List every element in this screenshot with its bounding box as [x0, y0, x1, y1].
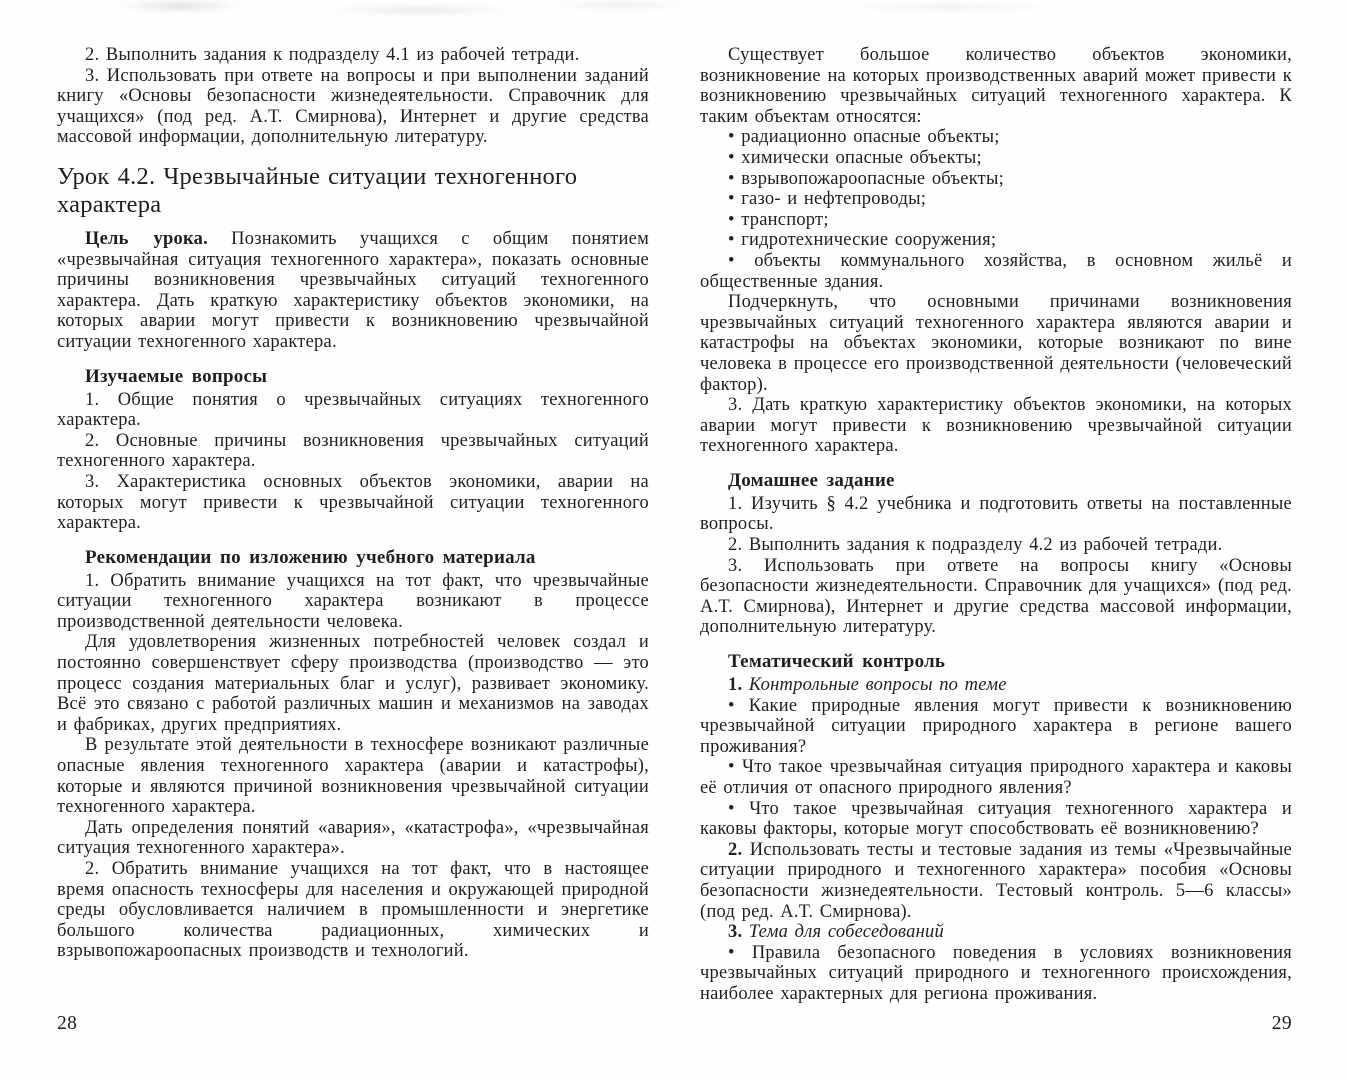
item-number: 1. [728, 675, 743, 696]
bullet-icon: • [728, 942, 735, 963]
bullet-item [700, 127, 1292, 148]
bullet-icon: • [728, 250, 735, 271]
item-number: 3. [728, 922, 743, 943]
bullet-icon: • [728, 695, 735, 716]
bullet-item [700, 189, 1292, 210]
bullet-icon: • [728, 147, 735, 168]
goal-text: Познакомить учащихся с общим понятием «чрезвычайная ситуация техногенного характера», показать основные причины возникновения чрезвычайных ситуаций техногенного характера. Дать краткую характеристику объектов экономики, на которых аварии могут привести к возникновению чрезвычайной ситуации техногенного характера. [57, 228, 650, 352]
bullet-item [700, 251, 1292, 292]
bullet-icon: • [728, 127, 735, 148]
bullet-text: взрывопожароопасные объекты; [741, 168, 1004, 189]
paragraph: В результате этой деятельности в техносфере возникают различные опасные явления техногенного характера (аварии и катастрофы), которые и являются причиной возникновения чрезвычайной ситуации техногенного характера. [57, 735, 649, 818]
paragraph: Дать определения понятий «авария», «катастрофа», «чрезвычайная ситуация техногенного характера». [57, 817, 649, 859]
subheading-text: Тема для собеседований [748, 922, 944, 943]
paragraph: Для удовлетворения жизненных потребностей человек создал и постоянно совершенствует сферу производства (производство — это процесс создания материальных благ и услуг), развивает экономику. Всё это связано с работой различных машин и механизмов на заводах и фабриках, других предприятиях. [57, 632, 649, 735]
paragraph [700, 840, 1292, 922]
bullet-text: транспорт; [741, 209, 829, 230]
goal-paragraph [57, 229, 649, 353]
bullet-text: газо- и нефтепроводы; [741, 189, 927, 210]
goal-label: Цель урока. [85, 228, 208, 249]
page-number-right: 29 [1271, 1013, 1292, 1034]
bullet-item [700, 210, 1292, 231]
bullet-icon: • [728, 168, 735, 189]
bullet-item [700, 943, 1292, 1005]
control-questions-subheading [700, 675, 1292, 696]
paragraph: 3. Использовать при ответе на вопросы книгу «Основы безопасности жизнедеятельности. Справочник для учащихся» (под ред. А.Т. Смирнова), Интернет и другие средства массовой информации, дополнительную литературу. [700, 555, 1292, 638]
item-number: 2. [728, 839, 743, 860]
lesson-title: Урок 4.2. Чрезвычайные ситуации техногенного характера [57, 162, 578, 219]
paragraph: 2. Обратить внимание учащихся на тот факт, что в настоящее время опасность техносферы для населения и окружающей природной среды обусловливается наличием в промышленности и энергетике большого количества радиационных, химических и взрывопожароопасных производств и технологий. [57, 859, 649, 962]
paragraph: 1. Изучить § 4.2 учебника и подготовить ответы на поставленные вопросы. [700, 493, 1292, 535]
left-page [57, 0, 649, 962]
paragraph: 3. Характеристика основных объектов экономики, аварии на которых могут привести к чрезвычайной ситуации техногенного характера. [57, 471, 649, 534]
bullet-icon: • [728, 230, 735, 251]
paragraph: 2. Выполнить задания к подразделу 4.1 из рабочей тетради. [85, 45, 580, 65]
bullet-text: Что такое чрезвычайная ситуация природного характера и каковы её отличия от опасного природного явления? [700, 757, 1293, 798]
recommendations-heading: Рекомендации по изложению учебного материала [85, 546, 536, 568]
bullet-icon: • [728, 189, 735, 210]
paragraph: 3. Использовать при ответе на вопросы и при выполнении заданий книгу «Основы безопасности жизнедеятельности. Справочник для учащихся» (под ред. А.Т. Смирнова), Интернет и другие средства массовой информации, дополнительную литературу. [57, 65, 649, 148]
paragraph: 2. Выполнить задания к подразделу 4.2 из рабочей тетради. [728, 535, 1223, 556]
bullet-text: химически опасные объекты; [741, 147, 982, 168]
bullet-text: Какие природные явления могут привести к возникновению чрезвычайной ситуации природного характера в регионе вашего проживания? [700, 695, 1292, 757]
studied-questions-heading: Изучаемые вопросы [85, 365, 268, 387]
paragraph: 2. Основные причины возникновения чрезвычайных ситуаций техногенного характера. [57, 430, 649, 472]
paragraph: Подчеркнуть, что основными причинами возникновения чрезвычайных ситуаций техногенного характера являются аварии и катастрофы на объектах экономики, которые возникают по вине человека в процессе его производственной деятельности (человеческий фактор). [700, 292, 1292, 395]
bullet-item [700, 148, 1292, 169]
bullet-item [700, 169, 1292, 190]
bullet-text: гидротехнические сооружения; [741, 230, 997, 251]
bullet-text: Правила безопасного поведения в условиях возникновения чрезвычайных ситуаций природного и техногенного происхождения, наиболее характерных для региона проживания. [700, 942, 1293, 1004]
bullet-item [700, 799, 1292, 840]
interview-topics-subheading [700, 922, 1292, 943]
subheading-text: Контрольные вопросы по теме [748, 675, 1007, 696]
paragraph: 1. Общие понятия о чрезвычайных ситуациях техногенного характера. [57, 389, 649, 431]
bullet-text: Что такое чрезвычайная ситуация техногенного характера и каковы факторы, которые могут способствовать её возникновению? [700, 798, 1292, 840]
homework-heading: Домашнее задание [728, 469, 895, 491]
bullet-icon: • [728, 209, 735, 230]
bullet-item [700, 230, 1292, 251]
thematic-control-heading: Тематический контроль [728, 651, 946, 673]
paragraph: 1. Обратить внимание учащихся на тот факт, что чрезвычайные ситуации техногенного характера возникают в процессе производственной деятельности человека. [57, 570, 649, 632]
paragraph-text: Использовать тесты и тестовые задания из темы «Чрезвычайные ситуации природного и техногенного характера» пособия «Основы безопасности жизнедеятельности. Тестовый контроль. 5—6 классы» (под ред. А.Т. Смирнова). [700, 839, 1292, 922]
bullet-item [700, 696, 1292, 758]
paragraph: 3. Дать краткую характеристику объектов экономики, на которых аварии могут привести к возникновению чрезвычайной ситуации техногенного характера. [700, 395, 1292, 457]
bullet-icon: • [728, 757, 735, 778]
bullet-text: объекты коммунального хозяйства, в основном жильё и общественные здания. [700, 250, 1292, 292]
paragraph: Существует большое количество объектов экономики, возникновение на которых производственных аварий может привести к возникновению чрезвычайных ситуаций техногенного характера. К таким объектам относятся: [700, 45, 1292, 127]
bullet-icon: • [728, 798, 735, 819]
page-number-left: 28 [57, 1013, 78, 1034]
bullet-item [700, 757, 1292, 798]
right-page [700, 0, 1292, 1005]
bullet-text: радиационно опасные объекты; [741, 127, 1000, 148]
